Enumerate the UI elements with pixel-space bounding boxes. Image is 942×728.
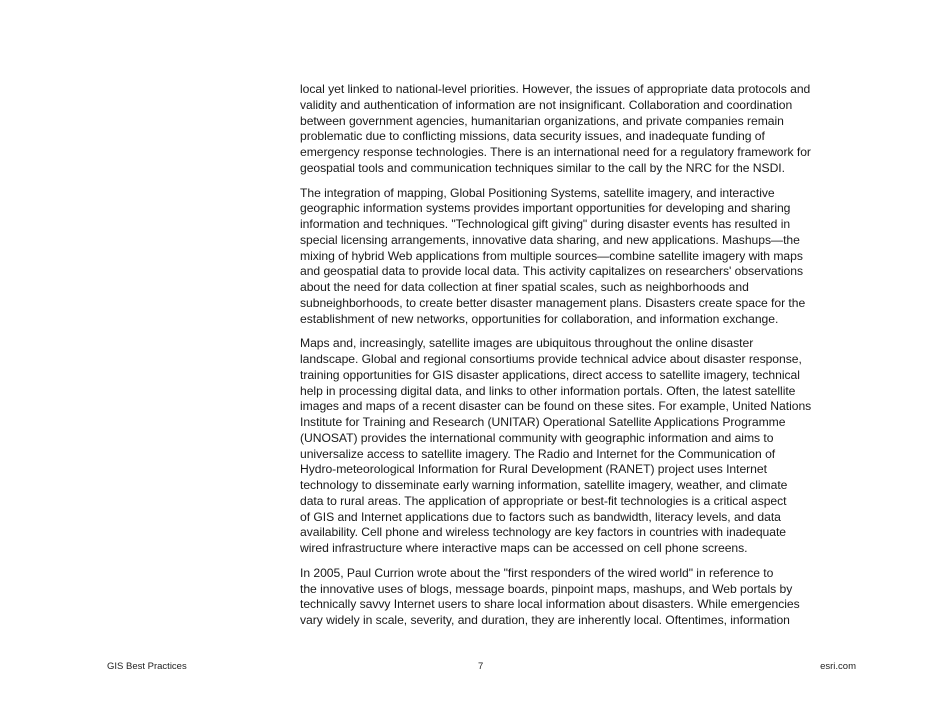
footer-page-number: 7 bbox=[478, 661, 484, 672]
text-line: local yet linked to national-level priorities. However, the issues of appropriate data protocols and bbox=[300, 82, 811, 96]
body-text bbox=[300, 82, 870, 638]
text-line: validity and authentication of information are not insignificant. Collaboration and coordination bbox=[300, 97, 793, 112]
page-footer bbox=[0, 661, 942, 675]
paragraph-3 bbox=[300, 336, 870, 557]
text-line: problematic due to conflicting missions, data security issues, and inadequate funding of bbox=[300, 129, 765, 144]
text-line: training opportunities for GIS disaster applications, direct access to satellite imagery, technical bbox=[300, 367, 800, 382]
text-line: In 2005, Paul Currion wrote about the "first responders of the wired world" in reference to bbox=[300, 565, 774, 580]
text-line: emergency response technologies. There is an international need for a regulatory framework for bbox=[300, 145, 811, 159]
text-line: Hydro-meteorological Information for Rural Development (RANET) project uses Internet bbox=[300, 462, 767, 477]
text-line: mixing of hybrid Web applications from multiple sources—combine satellite imagery with maps bbox=[300, 248, 803, 263]
paragraph-4 bbox=[300, 566, 870, 629]
text-line: Institute for Training and Research (UNITAR) Operational Satellite Applications Programme bbox=[300, 415, 786, 429]
text-line: images and maps of a recent disaster can be found on these sites. For example, United Nations bbox=[300, 399, 812, 414]
text-line: about the need for data collection at finer spatial scales, such as neighborhoods and bbox=[300, 280, 749, 294]
footer-website-link[interactable]: esri.com bbox=[820, 661, 856, 672]
paragraph-2 bbox=[300, 186, 870, 328]
text-line: landscape. Global and regional consortiums provide technical advice about disaster response, bbox=[300, 352, 802, 366]
text-line: the innovative uses of blogs, message boards, pinpoint maps, mashups, and Web portals by bbox=[300, 581, 793, 596]
footer-publication-title: GIS Best Practices bbox=[107, 661, 187, 672]
text-line: establishment of new networks, opportunities for collaboration, and information exchange. bbox=[300, 311, 779, 326]
text-line: geographic information systems provides important opportunities for developing and sharing bbox=[300, 201, 791, 216]
text-line: technically savvy Internet users to share local information about disasters. While emergencies bbox=[300, 597, 800, 612]
text-line: (UNOSAT) provides the international community with geographic information and aims to bbox=[300, 430, 774, 445]
text-line: geospatial tools and communication techniques similar to the call by the NRC for the NSDI. bbox=[300, 160, 785, 175]
text-line: between government agencies, humanitarian organizations, and private companies remain bbox=[300, 113, 784, 128]
text-line: Maps and, increasingly, satellite images are ubiquitous throughout the online disaster bbox=[300, 336, 754, 351]
paragraph-1 bbox=[300, 82, 870, 177]
text-line: help in processing digital data, and links to other information portals. Often, the latest satellite bbox=[300, 383, 796, 398]
text-line: subneighborhoods, to create better disaster management plans. Disasters create space for the bbox=[300, 295, 806, 310]
text-line: universalize access to satellite imagery. The Radio and Internet for the Communication of bbox=[300, 446, 776, 461]
text-line: and geospatial data to provide local data. This activity capitalizes on researchers' observations bbox=[300, 264, 804, 279]
text-line: of GIS and Internet applications due to factors such as bandwidth, literacy levels, and data bbox=[300, 509, 781, 524]
text-line: wired infrastructure where interactive maps can be accessed on cell phone screens. bbox=[300, 541, 748, 555]
text-line: technology to disseminate early warning information, satellite imagery, weather, and climate bbox=[300, 478, 788, 492]
text-line: information and techniques. "Technological gift giving" during disaster events has resulted in bbox=[300, 217, 791, 231]
text-line: The integration of mapping, Global Positioning Systems, satellite imagery, and interactive bbox=[300, 185, 775, 200]
text-line: special licensing arrangements, innovative data sharing, and new applications. Mashups—the bbox=[300, 232, 800, 247]
text-line: data to rural areas. The application of appropriate or best-fit technologies is a critical aspect bbox=[300, 493, 787, 508]
text-line: availability. Cell phone and wireless technology are key factors in countries with inadequate bbox=[300, 525, 787, 540]
text-line: vary widely in scale, severity, and duration, they are inherently local. Oftentimes, information bbox=[300, 613, 790, 627]
